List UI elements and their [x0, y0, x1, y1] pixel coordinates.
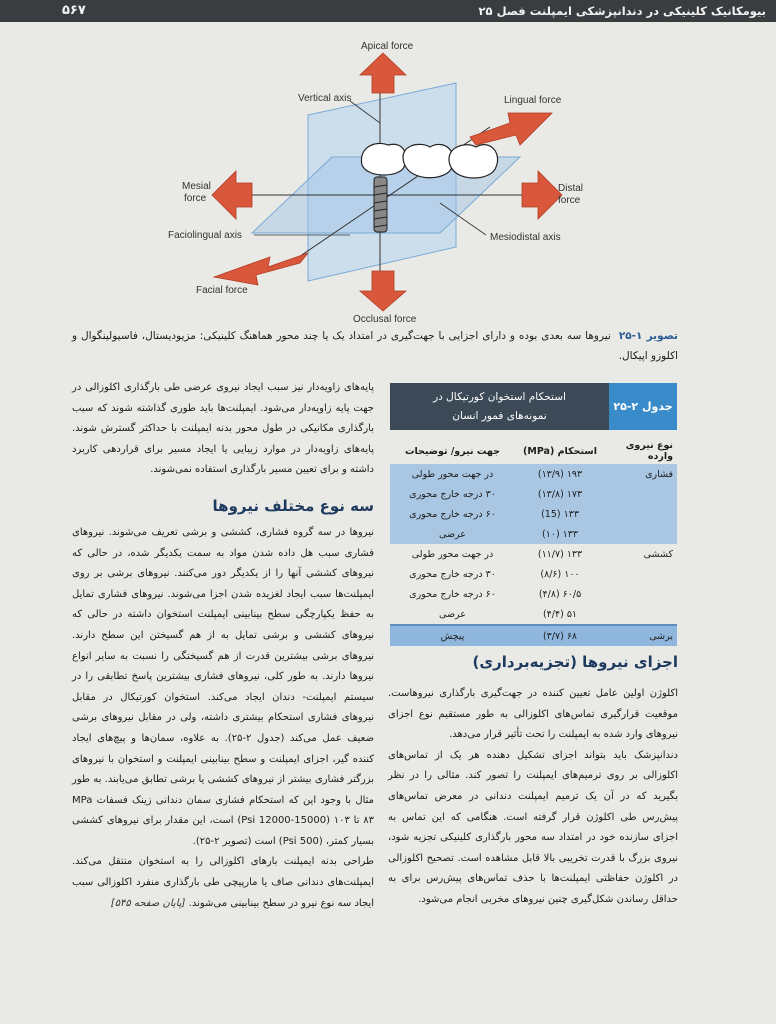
table-number: جدول ۲-۲۵	[609, 383, 677, 430]
distal-force-label-2: force	[558, 195, 581, 206]
apical-force-label: Apical force	[361, 41, 414, 52]
table-row: ۵۱ (۴/۴) عرضی	[439, 608, 578, 620]
caption-text: نیروها سه بعدی بوده و دارای اجزایی با جهت‌گیری در امتداد یک یا چند محور هماهنگ کلینیکی: مزیودیستال، فاسیولینگوال و اکلوزو اپیکال.	[72, 330, 678, 362]
table-row: ۱۳۳ (۱۰) عرضی	[390, 524, 677, 544]
table-row: ۱۰۰ (۸/۶) ۳۰ درجه خارج محوری	[409, 568, 580, 580]
body-paragraph: نیروها در سه گروه فشاری، کششی و برشی تعریف می‌شوند. نیروهای فشاری سبب هل داده شدن مواد به سمت یکدیگر شده، در حالی که نیروهای کششی آنها را از یکدیگر دور می‌کنند. نیروهای برشی بر روی ایمپلنت‌ها سبب ایجاد لغزیده شدن اجزا می‌شوند. نیروهای فشاری تمایل به حفظ یکپارچگی سطح بینابینی ایمپلنت استخوان داشته در حالی که نیروهای کششی و برشی تمایل به از هم گسیختن این سطح دارند. نیروهای برشی بیشترین قدرت از هم گسیختگی را نسبت به سایر انواع نیروها دارند. به طور کلی، نیروهای فشاری بیشترین پاسخ تطابقی را در سیستم ایمپلنت- دندان ایجاد می‌کند. استخوان کورتیکال در مقابل نیروهای فشاری استحکام بیشتری داشته، ولی در مقابل نیروهای برشی ضعیف عمل می‌کند (جدول ۲-۲۵). به علاوه، سمان‌ها و پیچ‌های ایجاد کننده گیر، اجزای ایمپلنت و سطح بینابینی ایمپلنت و استخوان با نیروهای بزرگتر فشاری بیشتر از نیروهای کششی یا برشی تطابق می‌یابند. به طور مثال با وجود این که استحکام فشاری سمان دندانی زینک فسفات MPa ۸۳ تا ۱۰۳ (Psi 12000-15000) است، این مقدار برای نیروهای کششی بسیار کمتر، (Psi 500) است (تصویر ۲-۲۵).	[72, 526, 374, 847]
running-title: بیومکانیک کلینیکی در دندانپزشکی ایمپلنت فصل ۲۵	[478, 4, 766, 18]
intro-paragraph: پایه‌های زاویه‌دار نیز سبب ایجاد نیروی عرضی طی بارگذاری اکلوزالی در جهت پایه زاویه‌دار می‌شود. ایمپلنت‌ها باید طوری گذاشته شوند که سبب بارگذاری مکانیکی در طول محور بدنه ایمپلنت با حداکثر گسترش شوند. پایه‌های زاویه‌دار در موارد زیبایی یا ایجاد مسیر برای قراردهی کاربرد داشته و برای تعیین مسیر بارگذاری استفاده نمی‌شوند.	[72, 382, 374, 476]
table-title: استحکام استخوان کورتیکال در نمونه‌های فمور انسان	[433, 391, 566, 422]
section-heading-force-types: سه نوع مختلف نیروها	[212, 496, 374, 515]
apical-force-arrow	[360, 53, 406, 93]
table-row: برشی ۶۸ (۳/۷) پیچش	[390, 624, 677, 646]
lingual-force-arrow	[470, 113, 552, 145]
table-row: کششی ۱۳۳ (۱۱/۷) در جهت محور طولی	[411, 548, 673, 560]
force-axes-diagram	[140, 35, 620, 325]
table-row: ۱۳۳ (15) ۶۰ درجه خارج محوری	[390, 504, 677, 524]
table-row: فشاری ۱۹۳ (۱۳/۹) در جهت محور طولی	[390, 464, 677, 484]
table-row: ۶۰/۵ (۴/۸) ۶۰ درجه خارج محوری	[409, 588, 582, 600]
left-column	[72, 378, 374, 914]
mesial-force-arrow	[212, 171, 252, 219]
lingual-force-label: Lingual force	[504, 95, 562, 106]
col-direction: جهت نیرو/ توضیحات	[404, 445, 501, 457]
faciolingual-axis-label: Faciolingual axis	[168, 230, 242, 241]
closing-paragraph: طراحی بدنه ایمپلنت بارهای اکلوزالی را به استخوان منتقل می‌کند. ایمپلنت‌های دندانی صاف یا مارپیچی طی بارگذاری منفرد اکلوزالی سبب ایجاد سه نوع نیرو در سطح بینابینی می‌شوند. [پایان صفحه ۵۴۵]	[72, 856, 374, 909]
col-load-type: نوع نیروی وارده	[625, 440, 673, 462]
page-number: ۵۶۷	[62, 3, 86, 18]
table-row: ۱۷۳ (۱۳/۸) ۳۰ درجه خارج محوری	[390, 484, 677, 504]
mesial-force-label: Mesial	[182, 181, 211, 192]
page-end-marker: [پایان صفحه ۵۴۵]	[110, 897, 186, 909]
page-header	[0, 0, 776, 22]
implant-body	[374, 177, 387, 232]
components-paragraph-1: اکلوژن اولین عامل تعیین کننده در جهت‌گیری بارگذاری نیروهاست. موقعیت قرارگیری تماس‌های اکلوزالی به طور مستقیم نوع اجزای نیروهای وارد شده به ایمپلنت را تحت تأثیر قرار می‌دهد.	[388, 688, 678, 741]
occlusal-force-label: Occlusal force	[353, 314, 417, 325]
figure-caption	[72, 326, 678, 366]
facial-force-label: Facial force	[196, 285, 248, 296]
distal-force-label: Distal	[558, 183, 584, 194]
col-strength: استحکام (MPa)	[523, 445, 597, 457]
components-paragraph-2: دندانپزشک باید بتواند اجزای تشکیل دهنده هر یک از تماس‌های اکلوزالی بر روی ترمیم‌های ایمپلنت را تصور کند. مثالی را در نظر بگیرید که در آن یک ترمیم ایمپلنت دندانی در معرض تماس‌های پیش‌رس طی اکلوژن قرار گرفته است. هنگامی که این تماس به اجزای سازنده خود در امتداد سه محور بارگذاری کلینیکی تجزیه شود، نیروی بزرگ با قدرت تخریبی بالا قابل مشاهده است. تصحیح اکلوزالی در اکلوژن حفاظتی ایمپلنت‌ها با حذف تماس‌های پیش‌رس برای به حداقل رساندن شکل‌گیری چنین نیروهای مخربی انجام می‌شود.	[388, 749, 678, 905]
occlusal-force-arrow	[360, 271, 406, 311]
mesiodistal-axis-label: Mesiodistal axis	[490, 232, 561, 243]
teeth-crowns	[361, 143, 497, 178]
cortical-bone-strength-table	[390, 383, 677, 646]
vertical-axis-label: Vertical axis	[298, 93, 352, 104]
mesial-force-label-2: force	[184, 193, 207, 204]
table-header	[390, 383, 677, 430]
distal-force-arrow	[522, 171, 562, 219]
facial-force-arrow	[214, 253, 308, 285]
section-heading-force-components: اجزای نیروها (تجزیه‌برداری)	[472, 653, 678, 671]
table-column-headers	[390, 438, 677, 464]
figure-number: تصویر ۱-۲۵	[618, 330, 678, 342]
right-column	[388, 650, 678, 911]
